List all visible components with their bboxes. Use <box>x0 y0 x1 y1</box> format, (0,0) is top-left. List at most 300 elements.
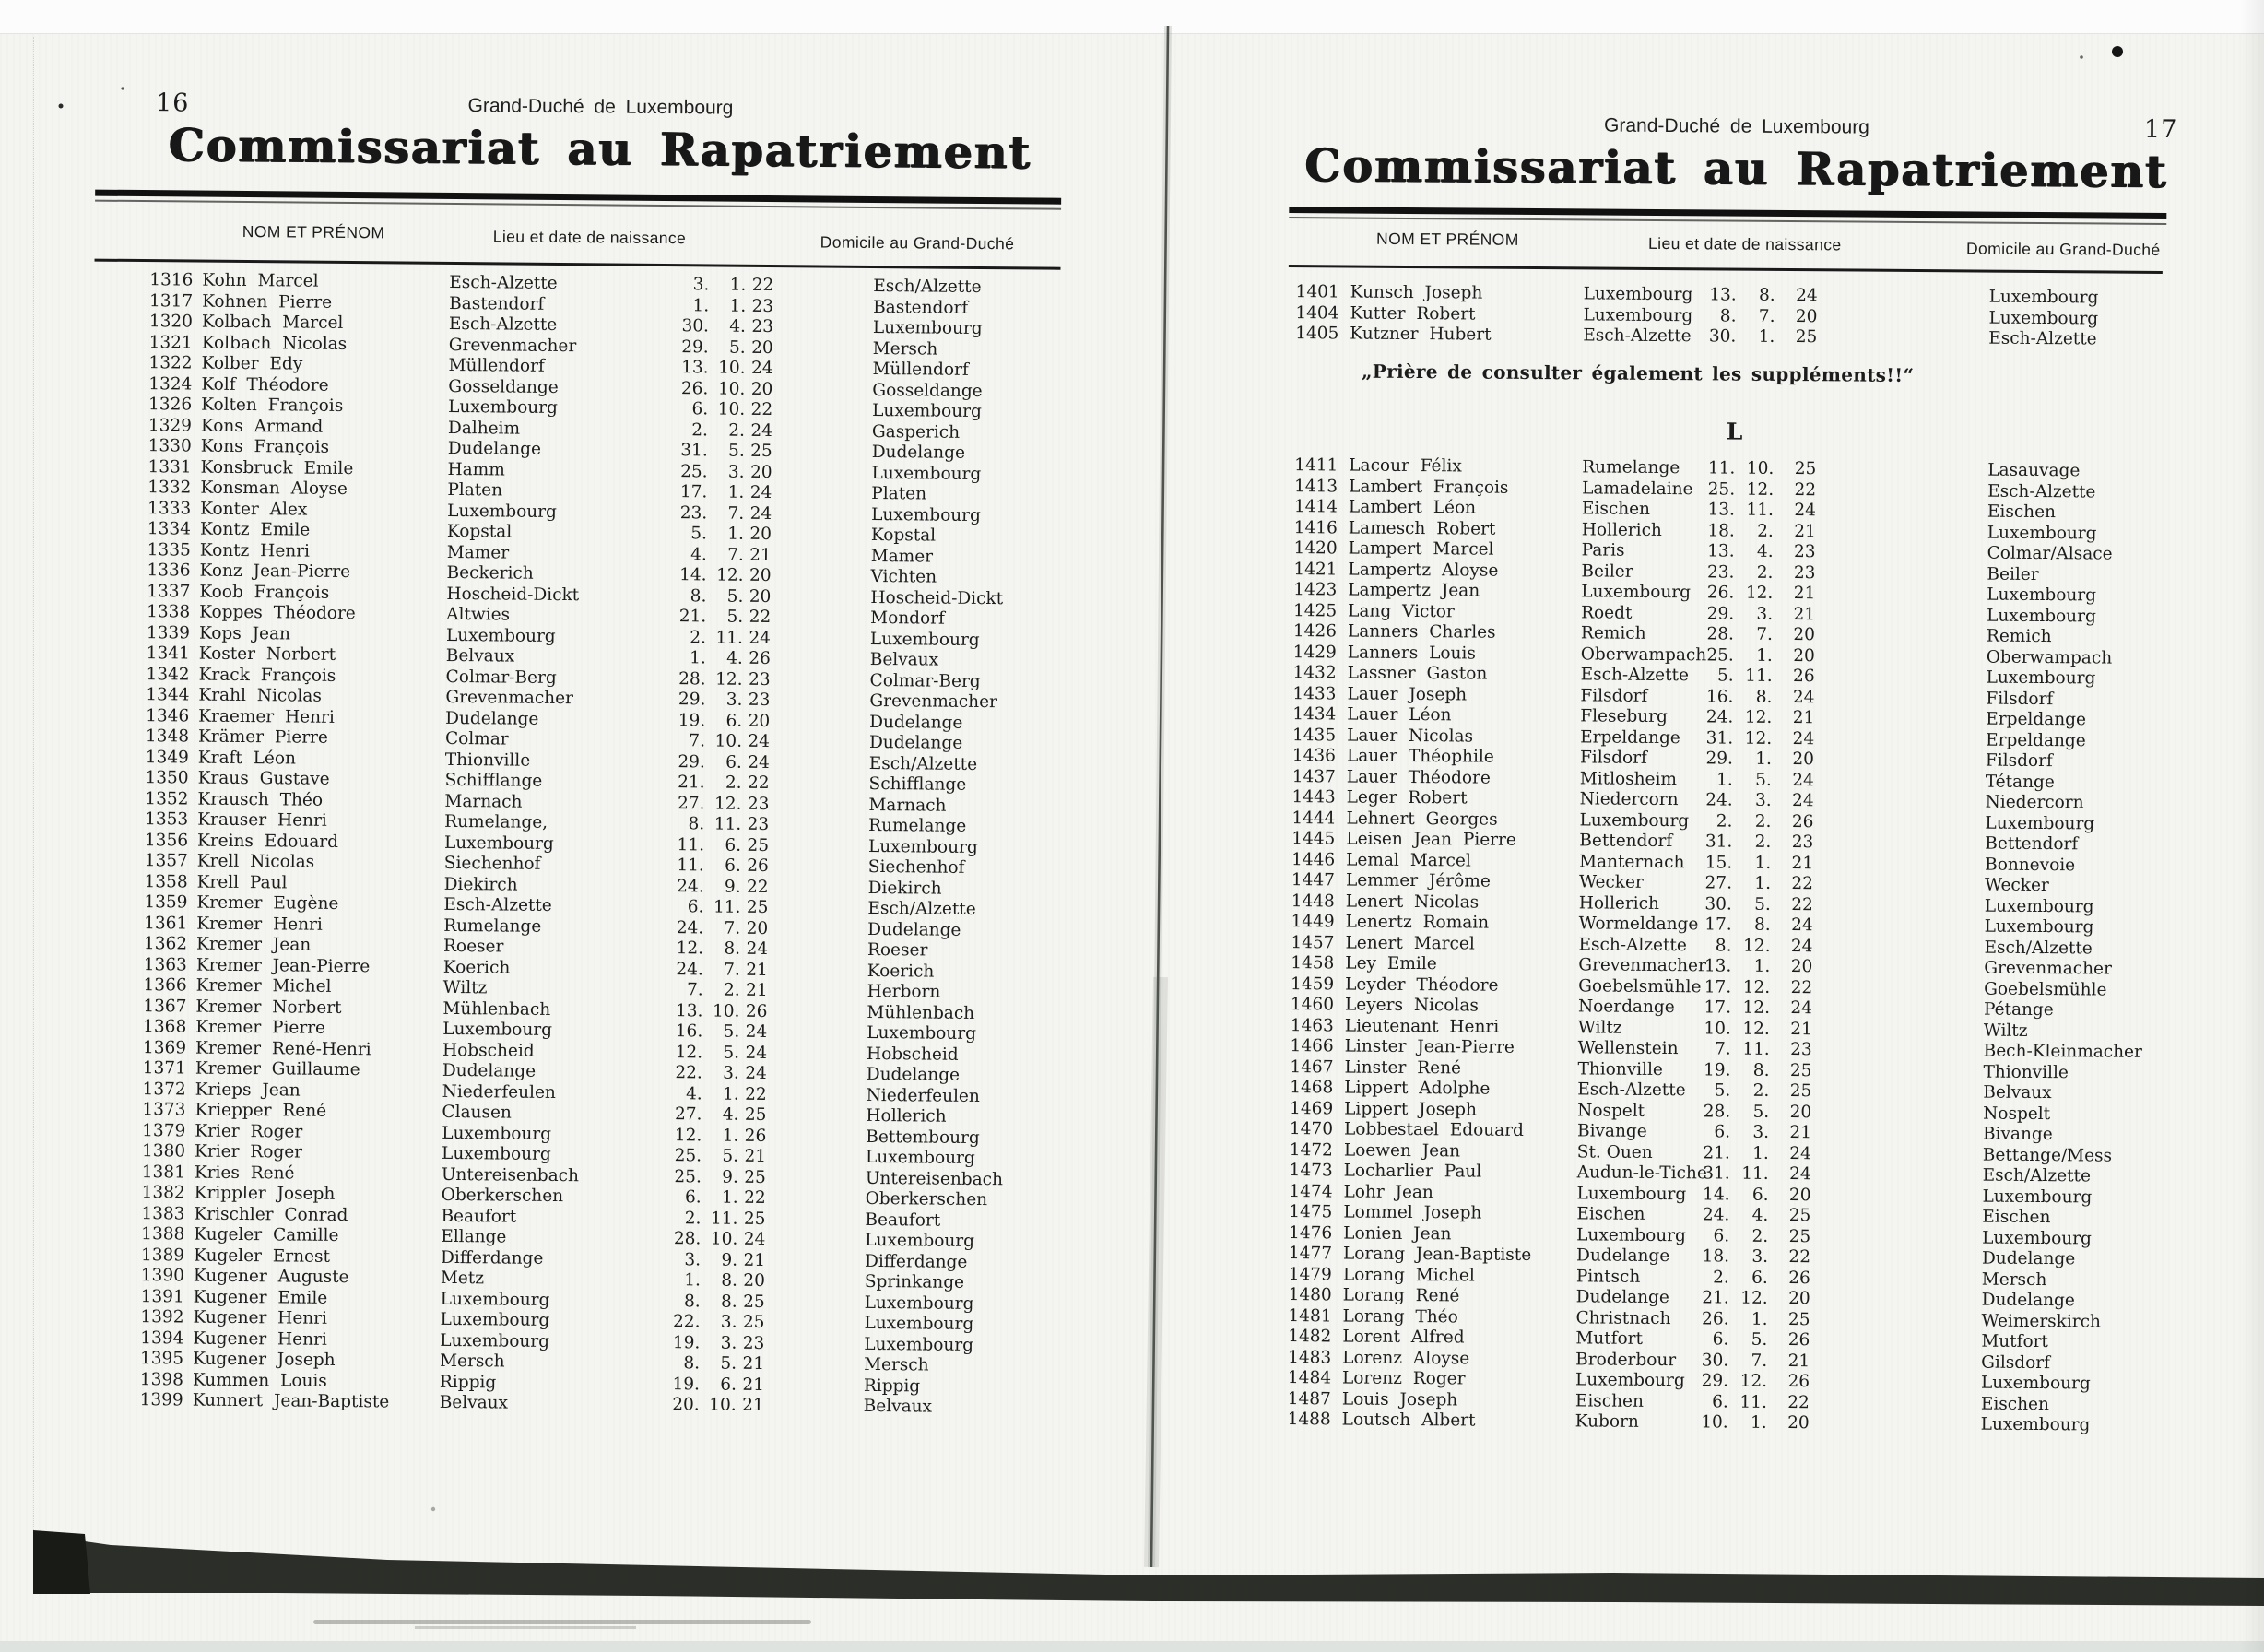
cell-birth-day: 21. <box>678 773 705 793</box>
cell-number: 1332 <box>147 478 192 498</box>
cell-birthplace: Beaufort <box>441 1206 517 1227</box>
cell-domicile: Dudelange <box>871 442 966 463</box>
cell-birth-year: 21 <box>1789 1123 1812 1143</box>
cell-name: Leisen Jean Pierre <box>1346 829 1516 850</box>
cell-name: Krell Nicolas <box>196 851 315 872</box>
cell-number: 1444 <box>1291 808 1336 828</box>
cell-birth-year: 24 <box>749 503 772 524</box>
cell-birth-day: 13. <box>1704 956 1732 976</box>
cell-number: 1349 <box>145 747 189 768</box>
cell-birth-day: 5. <box>1716 666 1734 686</box>
cell-number: 1358 <box>144 871 188 892</box>
cell-birthplace: Luxembourg <box>442 1123 552 1144</box>
cell-birthplace: Hollerich <box>1578 892 1659 914</box>
cell-birth-year: 24 <box>748 752 770 773</box>
cell-domicile: Beiler <box>1987 564 2039 584</box>
cell-domicile: Luxembourg <box>864 1313 974 1334</box>
cell-domicile: Rippig <box>863 1375 921 1396</box>
cell-birth-day: 29. <box>1705 749 1734 769</box>
cell-name: Krier Roger <box>195 1121 303 1142</box>
cell-birth-day: 29. <box>678 751 705 772</box>
cell-birthplace: Niederfeulen <box>442 1081 556 1103</box>
header-rule-right <box>1289 265 2163 274</box>
cell-birth-month: 12. <box>1742 977 1771 997</box>
cell-birth-year: 25 <box>750 441 772 462</box>
cell-birth-day: 17. <box>1704 914 1732 935</box>
cell-birthplace: Luxembourg <box>1579 809 1690 831</box>
cell-name: Lorang René <box>1342 1285 1460 1306</box>
cell-birth-day: 28. <box>678 668 706 689</box>
cell-birth-day: 30. <box>1704 893 1732 914</box>
page-left <box>125 0 1069 1483</box>
cell-birth-month: 2. <box>728 420 746 441</box>
cell-name: Kremer Jean <box>195 934 312 955</box>
cell-domicile: Luxembourg <box>872 317 983 339</box>
fold-smudge <box>1151 977 1161 1567</box>
cell-birth-year: 22 <box>1791 894 1813 914</box>
cell-name: Lauer Nicolas <box>1347 726 1474 747</box>
cell-birth-year: 25 <box>1789 1060 1812 1080</box>
cell-birth-day: 17. <box>1704 976 1732 997</box>
cell-birth-year: 23 <box>1790 1040 1812 1060</box>
cell-domicile: Differdange <box>865 1251 968 1272</box>
cell-birth-month: 11. <box>1739 1392 1767 1412</box>
cell-birth-month: 3. <box>720 1333 737 1353</box>
cell-domicile: Esch/Alzette <box>867 898 976 919</box>
cell-birth-year: 20 <box>1789 1102 1812 1122</box>
cell-birth-day: 31. <box>1704 832 1733 852</box>
cell-domicile: Tétange <box>1985 772 2055 792</box>
cell-birth-month: 2. <box>1756 562 1774 583</box>
cell-domicile: Luxembourg <box>867 1022 977 1044</box>
cell-number: 1446 <box>1291 849 1336 869</box>
cell-birth-day: 2. <box>691 419 709 440</box>
cell-number: 1341 <box>146 643 190 664</box>
supplements-note: „Prière de consulter également les suppléments!!“ <box>1361 360 1915 387</box>
cell-domicile: Luxembourg <box>1982 1228 2092 1248</box>
cell-birth-month: 5. <box>1751 1329 1768 1350</box>
cell-birth-year: 21 <box>746 980 768 1000</box>
cell-number: 1359 <box>144 892 188 913</box>
cell-birth-month: 1. <box>721 1187 738 1208</box>
cell-birth-month: 8. <box>720 1292 737 1312</box>
cell-birth-year: 21 <box>744 1146 767 1166</box>
cell-domicile: Gasperich <box>871 421 961 442</box>
cell-number: 1426 <box>1292 621 1338 642</box>
cell-name: Kohn Marcel <box>202 270 319 291</box>
cell-birth-day: 11. <box>677 834 705 855</box>
cell-birth-day: 13. <box>681 358 709 378</box>
cell-birth-day: 7. <box>1714 1039 1731 1059</box>
cell-birthplace: Ellange <box>441 1226 507 1247</box>
cell-birthplace: Noerdange <box>1577 997 1675 1018</box>
cell-name: Krauser Henri <box>197 809 327 831</box>
cell-birth-day: 28. <box>1706 624 1735 644</box>
cell-birth-month: 11. <box>1745 666 1773 686</box>
cell-number: 1421 <box>1293 559 1338 579</box>
cell-birth-day: 19. <box>672 1374 701 1394</box>
cell-birth-month: 4. <box>1751 1205 1769 1225</box>
cell-birthplace: Paris <box>1581 540 1625 560</box>
cell-domicile: Colmar-Berg <box>869 670 981 691</box>
cell-domicile: Eischen <box>1982 1207 2051 1228</box>
cell-birth-day: 13. <box>1707 541 1735 561</box>
cell-number: 1322 <box>148 353 193 373</box>
cell-name: Kohnen Pierre <box>202 291 333 313</box>
cell-birth-month: 6. <box>725 711 743 731</box>
cell-birth-year: 21 <box>749 545 772 565</box>
cell-birth-month: 12. <box>1740 1288 1768 1308</box>
cell-name: Lorent Alfred <box>1342 1327 1465 1348</box>
cell-birth-month: 12. <box>1742 936 1771 956</box>
cell-name: Kolf Théodore <box>201 374 329 395</box>
cell-birth-month: 6. <box>720 1375 737 1395</box>
cell-birth-month: 12. <box>1746 479 1775 500</box>
cell-domicile: Dudelange <box>867 919 961 940</box>
cell-birth-day: 3. <box>684 1249 702 1269</box>
cell-domicile: Filsdorf <box>1986 689 2054 709</box>
cell-birthplace: Dalheim <box>447 418 521 439</box>
cell-number: 1316 <box>149 270 194 290</box>
cell-birth-day: 30. <box>1701 1350 1729 1371</box>
cell-birthplace: Kopstal <box>446 521 513 542</box>
cell-birth-day: 23. <box>679 502 708 523</box>
cell-domicile: Eischen <box>1980 1394 2049 1414</box>
cell-birth-month: 9. <box>721 1250 738 1270</box>
cell-name: Krausch Théo <box>197 789 324 810</box>
cell-birth-year: 24 <box>1794 501 1817 521</box>
cell-number: 1474 <box>1289 1181 1333 1201</box>
cell-domicile: Platen <box>871 483 927 504</box>
cell-birth-day: 22. <box>675 1063 702 1083</box>
cell-birth-day: 10. <box>1701 1412 1728 1433</box>
cell-number: 1373 <box>142 1100 186 1120</box>
cell-birthplace: Luxembourg <box>447 501 557 522</box>
cell-birthplace: Hollerich <box>1581 519 1662 540</box>
cell-name: Lorang Jean-Baptiste <box>1342 1244 1532 1265</box>
cell-birth-month: 3. <box>1754 790 1772 810</box>
cell-birth-day: 8. <box>683 1291 701 1311</box>
cell-birth-month: 1. <box>1752 1143 1769 1163</box>
cell-birth-month: 6. <box>1751 1268 1768 1288</box>
cell-birthplace: Mutfort <box>1575 1328 1644 1349</box>
cell-domicile: Luxembourg <box>864 1334 974 1355</box>
cell-domicile: Marnach <box>868 795 947 816</box>
cell-number: 1366 <box>143 975 187 996</box>
cell-birth-day: 19. <box>1704 1059 1731 1080</box>
cell-birth-year: 24 <box>1796 286 1818 306</box>
cell-birth-year: 20 <box>749 586 772 607</box>
cell-number: 1476 <box>1289 1222 1333 1243</box>
cell-birthplace: Dudelange <box>447 438 542 459</box>
cell-number: 1379 <box>142 1120 186 1140</box>
cell-birthplace: Koerich <box>442 957 511 978</box>
cell-birthplace: Altwies <box>446 604 511 625</box>
cell-birth-year: 25 <box>1794 459 1817 479</box>
cell-birth-month: 12. <box>1742 997 1771 1018</box>
cell-birthplace: Pintsch <box>1575 1266 1641 1287</box>
cell-birth-month: 7. <box>1758 306 1775 326</box>
cell-name: Kreins Edouard <box>196 831 339 852</box>
cell-birth-day: 26. <box>1702 1308 1729 1329</box>
cell-name: Kummen Louis <box>192 1370 327 1391</box>
cell-birth-month: 1. <box>1755 749 1773 769</box>
cell-name: Lampertz Jean <box>1348 580 1480 601</box>
cell-birth-month: 5. <box>722 1146 739 1166</box>
table-body-right-top <box>1283 282 2205 351</box>
cell-domicile: Mersch <box>872 338 938 360</box>
cell-domicile: Dudelange <box>869 712 963 733</box>
cell-birth-day: 16. <box>675 1021 703 1042</box>
cell-name: Lorenz Aloyse <box>1342 1347 1470 1369</box>
cell-birth-day: 14. <box>679 565 707 585</box>
cell-number: 1383 <box>141 1203 185 1223</box>
cell-birth-day: 5. <box>690 524 708 544</box>
cell-birth-day: 18. <box>1702 1246 1730 1267</box>
cell-birth-month: 3. <box>1751 1246 1769 1267</box>
cell-number: 1472 <box>1289 1139 1333 1160</box>
cell-name: Koob François <box>199 582 330 603</box>
cell-birth-year: 20 <box>1793 645 1815 666</box>
cell-domicile: Dudelange <box>866 1064 961 1085</box>
cell-domicile: Sprinkange <box>864 1271 965 1292</box>
cell-birth-month: 9. <box>724 877 741 897</box>
cell-name: Konsbruck Emile <box>200 457 354 478</box>
cell-name: Kremer Eugène <box>196 892 339 914</box>
cell-birthplace: Dudelange <box>445 708 539 729</box>
cell-birth-year: 26 <box>744 1126 767 1146</box>
cell-number: 1399 <box>139 1390 183 1410</box>
cell-name: Lassner Gaston <box>1347 663 1488 684</box>
cell-domicile: Luxembourg <box>1988 308 2099 328</box>
cell-birthplace: Remich <box>1580 623 1646 643</box>
cell-birthplace: Audun-le-Tiche <box>1576 1162 1707 1184</box>
cell-name: Kremer Norbert <box>195 997 342 1018</box>
cell-birth-year: 26 <box>1788 1268 1810 1288</box>
cell-birth-month: 7. <box>1751 1351 1768 1371</box>
cell-number: 1413 <box>1293 476 1338 496</box>
cell-birth-day: 31. <box>1703 1163 1730 1184</box>
cell-domicile: Luxembourg <box>1987 523 2097 543</box>
cell-birth-year: 21 <box>1793 604 1816 624</box>
cell-birth-month: 10. <box>710 1229 738 1249</box>
cell-number: 1477 <box>1288 1244 1333 1264</box>
cell-birthplace: Wormeldange <box>1578 914 1699 935</box>
cell-domicile: Thionville <box>1983 1062 2069 1082</box>
cell-birth-year: 25 <box>1789 1081 1812 1102</box>
cell-birth-month: 5. <box>1752 1102 1770 1122</box>
cell-birth-month: 8. <box>1755 687 1773 707</box>
cell-birthplace: Luxembourg <box>440 1330 550 1351</box>
cell-birthplace: Grevenmacher <box>1578 955 1706 976</box>
cell-birthplace: Bastendorf <box>449 293 545 314</box>
cell-name: Kremer Michel <box>195 975 332 997</box>
cell-domicile: Belvaux <box>1983 1082 2052 1103</box>
cell-number: 1434 <box>1292 704 1337 725</box>
cell-number: 1405 <box>1295 324 1339 344</box>
cell-birth-year: 25 <box>1787 1309 1810 1329</box>
cell-domicile: Esch/Alzette <box>1984 938 2093 958</box>
cell-domicile: Luxembourg <box>1980 1373 2091 1394</box>
cell-birth-day: 6. <box>1712 1391 1728 1412</box>
cell-number: 1389 <box>140 1245 185 1265</box>
cell-number: 1436 <box>1291 746 1337 766</box>
cell-name: Lorang Théo <box>1342 1305 1458 1327</box>
cell-number: 1380 <box>141 1141 186 1162</box>
fold-line-halo <box>1151 26 1168 1567</box>
cell-birthplace: Thionville <box>444 749 531 771</box>
cell-birth-day: 30. <box>681 316 710 336</box>
cell-number: 1317 <box>148 290 194 312</box>
cell-birthplace: Eischen <box>1576 1204 1645 1224</box>
cell-birthplace: Luxembourg <box>1583 304 1693 325</box>
cell-birth-day: 17. <box>679 482 708 502</box>
cell-birthplace: Esch-Alzette <box>1583 325 1692 347</box>
cell-domicile: Luxembourg <box>867 836 978 857</box>
cell-birth-month: 1. <box>1758 326 1775 347</box>
cell-domicile: Mutfort <box>1981 1331 2048 1352</box>
cell-domicile: Luxembourg <box>864 1292 974 1314</box>
cell-birth-day: 27. <box>1704 873 1733 893</box>
cell-name: Kolbach Nicolas <box>201 333 348 354</box>
cell-birth-day: 23. <box>1706 561 1735 583</box>
cell-birthplace: Luxembourg <box>445 625 556 646</box>
cell-birth-day: 2. <box>1713 1267 1729 1288</box>
ink-speck <box>121 87 124 89</box>
cell-birth-month: 8. <box>1758 285 1775 305</box>
cell-domicile: Erpeldange <box>1986 730 2086 750</box>
column-header-name-right: NOM ET PRÉNOM <box>1376 229 1519 249</box>
cell-number: 1395 <box>139 1349 184 1369</box>
cell-birth-year: 22 <box>746 877 769 897</box>
cell-domicile: Bettendorf <box>1985 833 2079 855</box>
cell-birth-month: 7. <box>724 918 741 938</box>
cell-domicile: Luxembourg <box>1980 1414 2091 1435</box>
cell-birthplace: Beiler <box>1581 560 1633 582</box>
cell-number: 1457 <box>1291 932 1335 952</box>
cell-domicile: Luxembourg <box>1988 287 2099 308</box>
table-body-left <box>126 270 1067 1419</box>
cell-birth-day: 8. <box>1719 305 1737 326</box>
cell-birthplace: Luxembourg <box>440 1289 550 1310</box>
cell-birth-year: 23 <box>751 296 774 316</box>
cell-birthplace: Belvaux <box>445 645 515 667</box>
cell-domicile: Luxembourg <box>871 463 982 484</box>
cell-birth-year: 22 <box>750 399 773 420</box>
cell-birth-day: 20. <box>672 1395 700 1415</box>
cell-birth-day: 12. <box>675 1042 703 1062</box>
cell-number: 1482 <box>1288 1327 1332 1347</box>
cell-number: 1459 <box>1291 974 1335 994</box>
cell-name: Lanners Louis <box>1347 643 1476 664</box>
cell-birth-year: 20 <box>748 711 771 731</box>
cell-name: Kunnert Jean-Baptiste <box>192 1390 390 1412</box>
cell-birth-day: 29. <box>681 336 709 357</box>
cell-number: 1469 <box>1290 1098 1334 1118</box>
cell-birth-year: 25 <box>1788 1226 1811 1246</box>
cell-birth-month: 1. <box>722 1126 739 1146</box>
cell-birthplace: Siechenhof <box>443 853 541 874</box>
cell-birth-month: 11. <box>713 814 742 834</box>
cell-birthplace: Mühlenbach <box>442 998 551 1020</box>
cell-birth-month: 5. <box>728 337 746 358</box>
cell-name: Lamesch Robert <box>1348 518 1496 539</box>
cell-birthplace: Mamer <box>446 542 510 563</box>
cell-number: 1369 <box>142 1037 187 1057</box>
cell-birth-day: 24. <box>1705 707 1734 727</box>
title-left: Commissariat au Rapatriement <box>168 118 1032 180</box>
cell-number: 1404 <box>1295 302 1339 323</box>
cell-birth-day: 1. <box>684 1270 701 1291</box>
cell-name: Kremer Jean-Pierre <box>195 955 371 976</box>
cell-number: 1390 <box>140 1266 185 1286</box>
cell-birthplace: Goebelsmühle <box>1578 975 1702 997</box>
cell-birth-month: 2. <box>1754 832 1772 852</box>
cell-name: Lieutenant Henri <box>1344 1015 1500 1037</box>
cell-name: Kons François <box>200 436 330 457</box>
cell-birth-year: 20 <box>1793 625 1816 645</box>
cell-birth-year: 25 <box>744 1104 767 1125</box>
cell-birth-day: 11. <box>1707 458 1736 478</box>
cell-birthplace: Esch-Alzette <box>443 894 552 915</box>
cell-birth-day: 21. <box>1702 1288 1729 1308</box>
cell-birth-day: 2. <box>690 627 707 647</box>
cell-birth-day: 26. <box>680 378 709 398</box>
cell-birth-year: 26 <box>749 648 771 669</box>
table-body-right <box>1276 455 2205 1437</box>
cell-birth-day: 28. <box>673 1229 702 1249</box>
cell-birthplace: Grevenmacher <box>448 335 577 356</box>
cell-domicile: Hobscheid <box>866 1044 959 1065</box>
cell-domicile: Schifflange <box>868 773 967 795</box>
cell-birth-month: 1. <box>722 1084 739 1104</box>
cell-birth-day: 14. <box>1703 1184 1730 1205</box>
cell-domicile: Luxembourg <box>1984 916 2094 938</box>
cell-birth-year: 21 <box>742 1353 765 1374</box>
cell-birth-month: 5. <box>726 586 744 607</box>
cell-domicile: Dudelange <box>868 732 963 753</box>
cell-birthplace: Colmar <box>444 728 509 749</box>
cell-birth-year: 22 <box>744 1187 766 1208</box>
cell-domicile: Mondorf <box>870 608 945 629</box>
cell-birth-year: 25 <box>742 1312 765 1332</box>
cell-domicile: Beaufort <box>865 1210 941 1231</box>
cell-birth-year: 24 <box>1792 791 1814 811</box>
cell-number: 1416 <box>1293 517 1338 537</box>
cell-birth-year: 24 <box>1790 998 1813 1019</box>
cell-birth-year: 24 <box>1792 728 1815 749</box>
cell-name: Kugener Henri <box>193 1328 327 1350</box>
cell-name: Krieps Jean <box>195 1080 301 1101</box>
cell-domicile: Bastendorf <box>873 297 969 318</box>
cell-birth-year: 25 <box>743 1209 766 1229</box>
cell-name: Lambert Léon <box>1348 497 1477 518</box>
cell-birth-day: 8. <box>690 585 707 606</box>
cell-name: Leger Robert <box>1346 787 1468 808</box>
cell-birth-month: 11. <box>1741 1163 1769 1184</box>
cell-name: Konter Alex <box>200 499 308 520</box>
cell-birth-month: 1. <box>1750 1412 1767 1433</box>
cell-number: 1468 <box>1290 1078 1334 1098</box>
cell-birth-day: 24. <box>1705 790 1733 810</box>
cell-number: 1411 <box>1294 455 1338 476</box>
cell-name: Lauer Joseph <box>1347 684 1468 704</box>
fold-line <box>1151 26 1168 1567</box>
cell-number: 1348 <box>145 726 190 747</box>
cell-birth-day: 31. <box>1705 727 1734 749</box>
cell-birth-month: 3. <box>720 1312 737 1332</box>
cell-birthplace: Nospelt <box>1577 1100 1645 1121</box>
